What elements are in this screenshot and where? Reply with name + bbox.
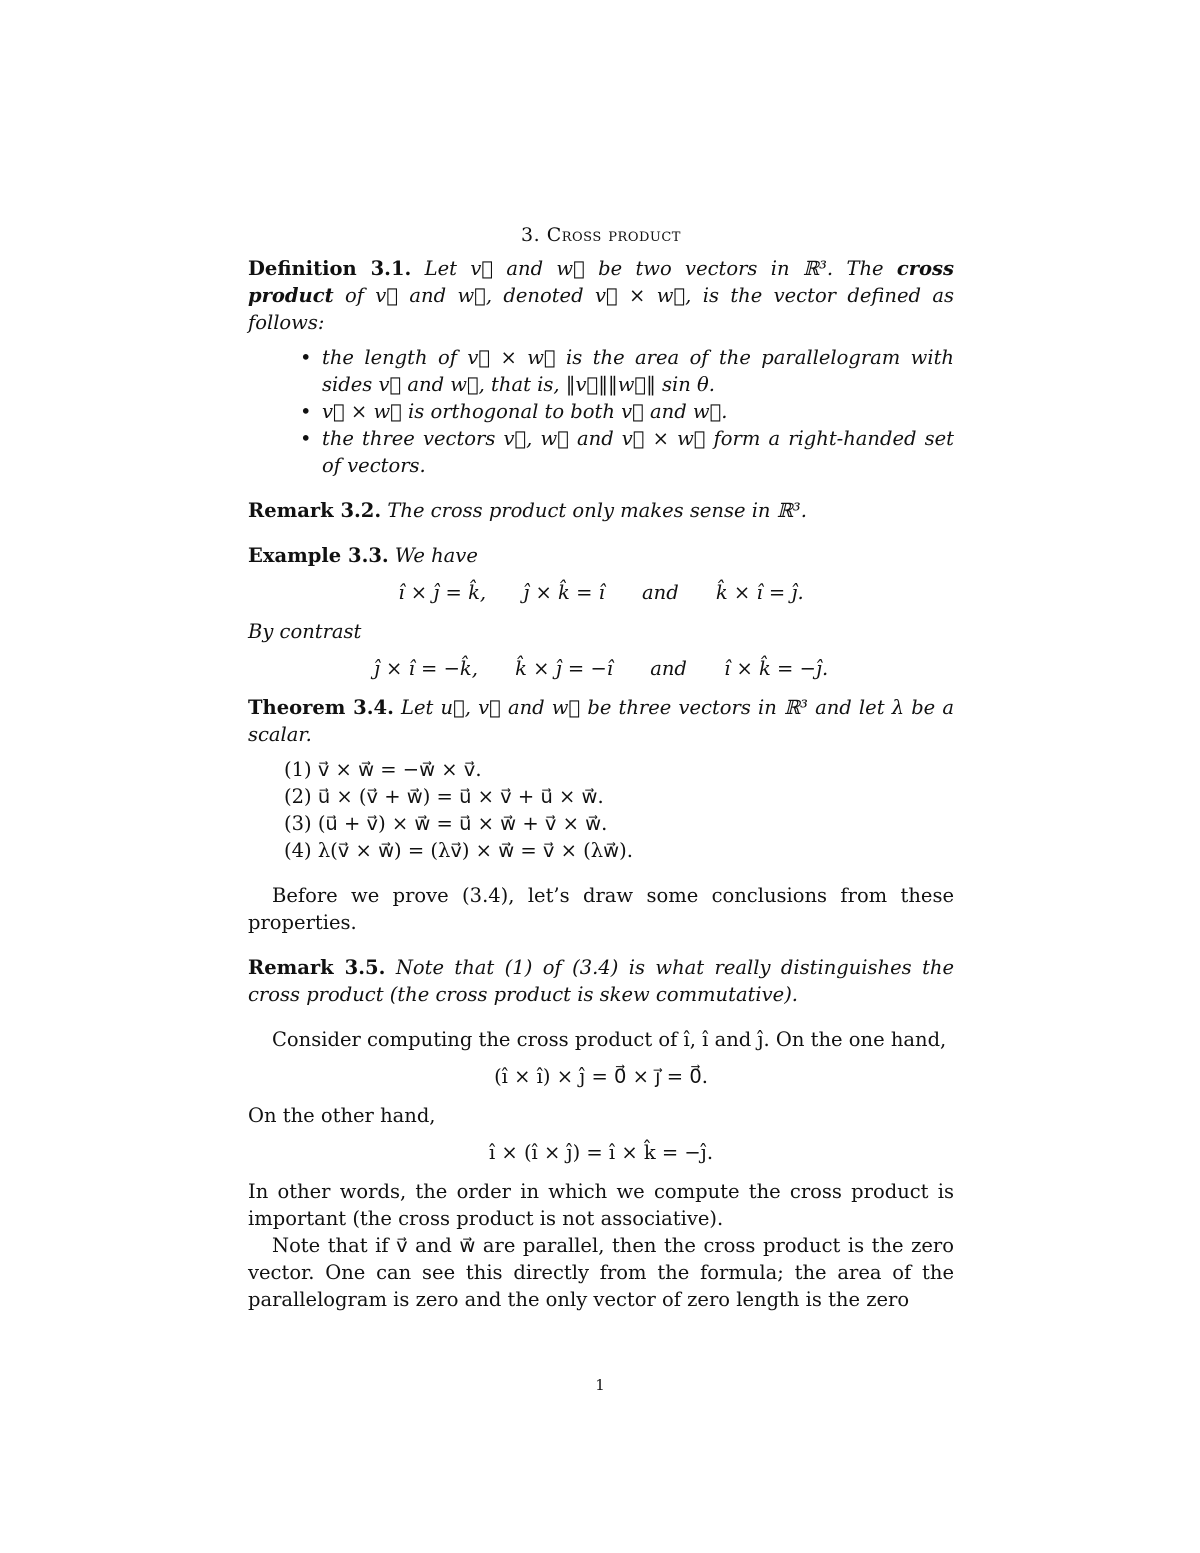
- definition-term: cross product: [248, 257, 955, 307]
- remark-3-5: [248, 954, 954, 1008]
- definition-intro-2: of v⃗ and w⃗, denoted v⃗ × w⃗, is the vector defined as follows:: [248, 284, 954, 334]
- remark-text: The cross product only makes sense in ℝ³.: [387, 499, 807, 522]
- definition-bullet: • the three vectors v⃗, w⃗ and v⃗ × w⃗ form a right-handed set of vectors.: [322, 425, 954, 479]
- theorem-items: [248, 756, 954, 864]
- remark-heading: Remark 3.5.: [248, 956, 386, 979]
- theorem-item: (4) λ(v⃗ × w⃗) = (λv⃗) × w⃗ = v⃗ × (λw⃗).: [284, 839, 633, 862]
- example-contrast: By contrast: [248, 620, 362, 643]
- theorem-item: (1) v⃗ × w⃗ = −w⃗ × v⃗.: [284, 758, 482, 781]
- paragraph-consider: Consider computing the cross product of î, î and ĵ. On the one hand,: [272, 1028, 947, 1051]
- example-display-2: ĵ × î = −k̂, k̂ × ĵ = −î and î × k̂ = −ĵ.: [373, 657, 829, 680]
- example-text: We have: [394, 544, 478, 567]
- example-3-3: [248, 542, 954, 569]
- definition-3-1: [248, 255, 954, 336]
- paragraph-other-words: In other words, the order in which we compute the cross product is important (the cross product is not associative).: [248, 1180, 954, 1230]
- remark-heading: Remark 3.2.: [248, 499, 382, 522]
- page-number: 1: [595, 1376, 605, 1394]
- theorem-heading: Theorem 3.4.: [248, 696, 394, 719]
- definition-bullet: • v⃗ × w⃗ is orthogonal to both v⃗ and w⃗.: [322, 398, 954, 425]
- definition-bullet: • the length of v⃗ × w⃗ is the area of the parallelogram with sides v⃗ and w⃗, that is, ‖v⃗‖‖w⃗‖ sin θ.: [322, 344, 954, 398]
- paragraph-parallel: Note that if v⃗ and w⃗ are parallel, then the cross product is the zero vector. One can see this directly from the formula; the area of the parallelogram is zero and the only vector of zero length is the zero: [248, 1234, 954, 1311]
- theorem-text: Let u⃗, v⃗ and w⃗ be three vectors in ℝ³ and let λ be a scalar.: [248, 696, 954, 746]
- remark-text: Note that (1) of (3.4) is what really distinguishes the cross product (the cross product is skew commutative).: [248, 956, 955, 1006]
- remark-3-2: [248, 497, 954, 524]
- definition-bullets: [248, 344, 954, 479]
- paragraph-other-hand: On the other hand,: [248, 1104, 436, 1127]
- theorem-item: (3) (u⃗ + v⃗) × w⃗ = u⃗ × w⃗ + v⃗ × w⃗.: [284, 812, 608, 835]
- example-display-1: î × ĵ = k̂, ĵ × k̂ = î and k̂ × î = ĵ.: [398, 581, 804, 604]
- definition-heading: Definition 3.1.: [248, 257, 412, 280]
- page-body: [248, 222, 954, 1313]
- paragraph-before-proof: Before we prove (3.4), let’s draw some conclusions from these properties.: [248, 884, 954, 934]
- definition-intro: Let v⃗ and w⃗ be two vectors in ℝ³. The: [424, 257, 884, 280]
- display-equation-4: î × (î × ĵ) = î × k̂ = −ĵ.: [488, 1141, 714, 1164]
- display-equation-3: (î × î) × ĵ = 0⃗ × j⃗ = 0⃗.: [494, 1065, 708, 1088]
- theorem-3-4: [248, 694, 954, 748]
- example-heading: Example 3.3.: [248, 544, 389, 567]
- theorem-item: (2) u⃗ × (v⃗ + w⃗) = u⃗ × v⃗ + u⃗ × w⃗.: [284, 785, 604, 808]
- section-title: 3. Cross product: [521, 224, 681, 246]
